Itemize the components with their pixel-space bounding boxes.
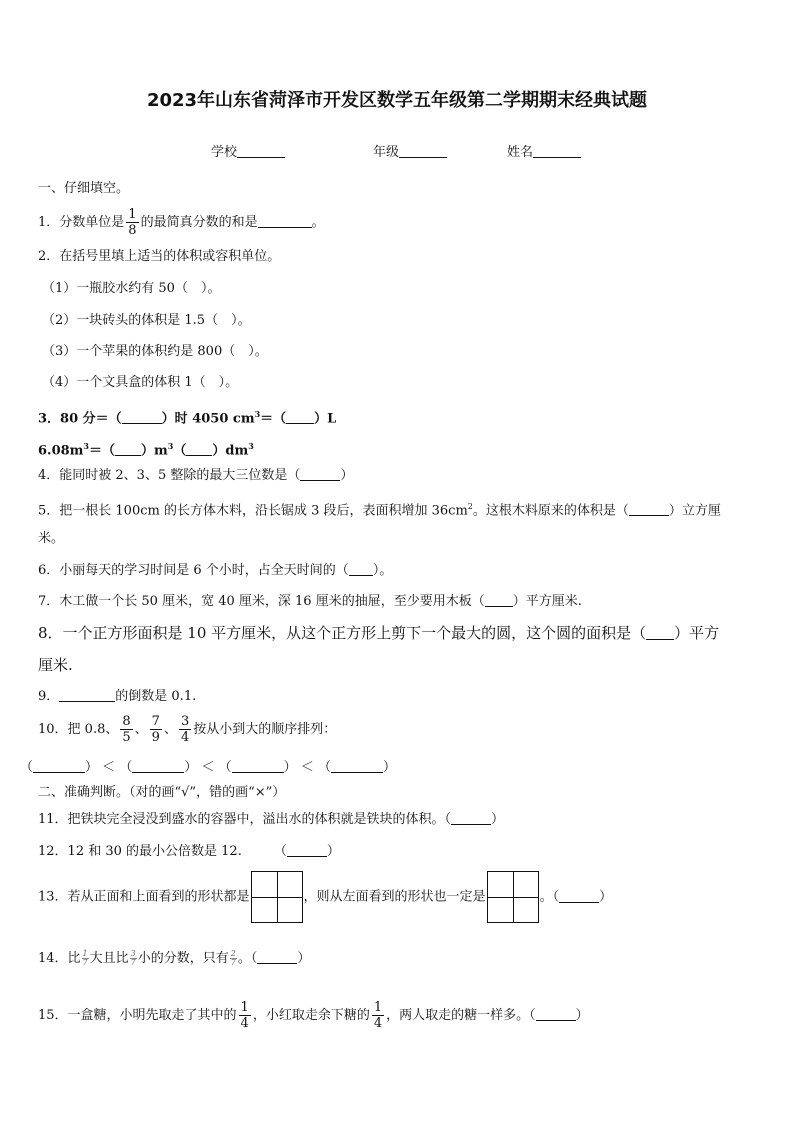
- fraction: $\frac{8}{5}$: [122, 714, 131, 745]
- answer-blank[interactable]: [115, 442, 141, 456]
- answer-blank[interactable]: [485, 593, 513, 607]
- fraction: $\frac{3}{4}$: [180, 714, 190, 745]
- answer-blank[interactable]: [258, 214, 312, 228]
- fraction: $\frac{1}{4}$: [373, 1000, 383, 1031]
- question-6: 6．小丽每天的学习时间是 6 个小时，占全天时间的（ ）。: [38, 563, 393, 578]
- answer-blank[interactable]: [257, 950, 297, 964]
- answer-blank[interactable]: [33, 759, 85, 773]
- fraction: $\frac{3}{7}$: [130, 949, 136, 967]
- answer-blank[interactable]: [287, 843, 327, 857]
- answer-blank[interactable]: [232, 759, 284, 773]
- fraction: $\frac{1}{7}$: [82, 949, 88, 967]
- question-11: 11．把铁块完全浸没到盛水的容器中，溢出水的体积就是铁块的体积。（ ）: [38, 812, 505, 827]
- answer-blank[interactable]: [132, 759, 184, 773]
- section-2-heading: 二、准确判断。（对的画“√”，错的画“×”）: [38, 785, 286, 800]
- question-10: 10．把 0.8、 $\frac{8}{5}$ 、 $\frac{7}{9}$ 、 $\frac{3}{4}$ 按从小到大的顺序排列：: [38, 714, 337, 745]
- question-2-item-3: （3）一个苹果的体积约是 800（ ）。: [42, 344, 268, 359]
- answer-blank[interactable]: [300, 467, 340, 481]
- fraction: $\frac{1}{8}$: [128, 207, 137, 238]
- question-3: 3．80 分＝（ ）时 4050 $cm^3=$（ ）L: [38, 409, 337, 427]
- question-12: 12．12 和 30 的最小公倍数是 12. （ ）: [38, 844, 340, 859]
- question-14: 14．比 $\frac{1}{7}$ 大且比 $\frac{3}{7}$ 小的分数，只有 $\frac{2}{7}$ 。（ ）: [38, 949, 311, 967]
- answer-blank[interactable]: [646, 626, 674, 640]
- question-9: 9． 的倒数是 0.1.: [38, 689, 197, 704]
- question-2-item-4: （4）一个文具盒的体积 1（ ）。: [42, 375, 239, 390]
- answer-blank[interactable]: [331, 759, 383, 773]
- question-8-cont: 厘米.: [38, 656, 73, 674]
- answer-blank[interactable]: [186, 442, 212, 456]
- answer-blank[interactable]: [349, 562, 373, 576]
- question-2-item-1: （1）一瓶胶水约有 50（ ）。: [42, 281, 221, 296]
- fraction: $\frac{7}{9}$: [151, 714, 160, 745]
- question-15: 15．一盒糖，小明先取走了其中的 $\frac{1}{4}$ ，小红取走余下糖的 $\frac{1}{4}$ ，两人取走的糖一样多。（ ）: [38, 1000, 589, 1031]
- fraction: $\frac{1}{4}$: [240, 1000, 249, 1031]
- question-1: 1．分数单位是 $\frac{1}{8}$ 的最简真分数的和是 。: [38, 207, 325, 238]
- question-5: 5．把一根长 100cm 的长方体木料，沿长锯成 3 段后，表面积增加 $36cm^2$。这根木料原来的体积是（ ）立方厘: [38, 502, 721, 519]
- question-2: 2．在括号里填上适当的体积或容积单位。: [38, 249, 281, 264]
- fraction: $\frac{2}{7}$: [230, 949, 236, 967]
- answer-blank[interactable]: [559, 889, 599, 903]
- grid-shape-icon: [487, 871, 539, 923]
- question-5-cont: 米。: [38, 531, 65, 546]
- section-1-heading: 一、仔细填空。: [38, 181, 130, 196]
- question-10-ordering: （ ） ＜ （ ） ＜ （ ） ＜ （ ）: [20, 760, 397, 775]
- question-8: 8．一个正方形面积是 10 平方厘米，从这个正方形上剪下一个最大的圆，这个圆的面积是（ ）平方: [38, 624, 720, 642]
- page-title: 2023年山东省菏泽市开发区数学五年级第二学期期末经典试题: [146, 90, 648, 111]
- grid-shape-icon: [251, 871, 303, 923]
- answer-blank[interactable]: [59, 688, 115, 702]
- question-3-line-2: $6.08m^3=$（ ）$m^3$（ ）$dm^3$: [38, 441, 254, 459]
- answer-blank[interactable]: [536, 1007, 576, 1021]
- question-13: 13．若从正面和上面看到的形状都是 ，则从左面看到的形状也一定是 。（ ）: [38, 871, 612, 924]
- answer-blank[interactable]: [451, 811, 491, 825]
- question-7: 7．木工做一个长 50 厘米，宽 40 厘米，深 16 厘米的抽屉，至少要用木板（ ）平方厘米.: [38, 594, 582, 609]
- school-field: 学校: [211, 141, 285, 160]
- question-2-item-2: （2）一块砖头的体积是 1.5（ ）。: [42, 313, 251, 328]
- name-blank[interactable]: [533, 144, 581, 158]
- answer-blank[interactable]: [286, 410, 314, 424]
- grade-field: 年级: [373, 141, 447, 160]
- school-blank[interactable]: [237, 144, 285, 158]
- grade-blank[interactable]: [399, 144, 447, 158]
- answer-blank[interactable]: [629, 502, 669, 516]
- name-field: 姓名: [507, 141, 581, 160]
- question-4: 4．能同时被 2、3、5 整除的最大三位数是（ ）: [38, 468, 354, 483]
- answer-blank[interactable]: [122, 410, 162, 424]
